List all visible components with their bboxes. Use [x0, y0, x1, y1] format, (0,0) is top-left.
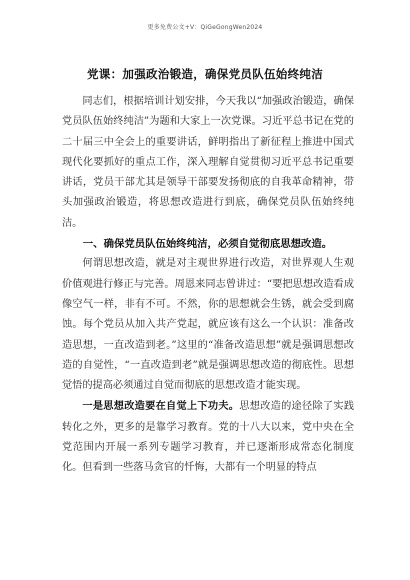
bold-lead-point-1: 一是思想改造要在自觉上下功夫。: [82, 400, 240, 413]
paragraph-consciousness-text: 思想改造的途径除了实践转化之外，更多的是靠学习教育。党的十八大以来，党中央在全党范围内开展一系列专题学习教育，并已逐渐形成常态化制度化。但看到一些落马贪官的忏悔，大都有一个明显的特点: [62, 401, 355, 474]
paragraph-consciousness: [62, 396, 354, 478]
document-body: [62, 92, 354, 479]
header-note: 更多免费公文+V：QiGeGongWen2024: [147, 24, 263, 31]
paragraph-intro: 同志们，根据培训计划安排，今天我以“加强政治锻造，确保党员队伍始终纯洁”为题和大家上一次党课。习近平总书记在党的二十届三中全会上的重要讲话，鲜明指出了新征程上推进中国式现代化要抓好的重点工作，深入理解自觉贯彻习近平总书记重要讲话，党员干部尤其是领导干部要发扬彻底的自我革命精神，带头加强政治锻造，将思想改造进行到底，确保党员队伍始终纯洁。: [62, 96, 354, 229]
section-heading-1: 一、确保党员队伍始终纯洁，必须自觉彻底思想改造。: [82, 238, 333, 251]
paragraph-thought-reform: 何谓思想改造，就是对主观世界进行改造，对世界观人生观价值观进行修正与完善。周恩来同志曾讲过：“要把思想改造看成像空气一样，非有不可。不然，你的思想就会生锈，就会受到腐蚀。每个党员从加入共产党起，就应该有这么一个认识：准备改造思想，一直改造到老。”这里的“准备改造思想”就是强调思想改造的自觉性，“一直改造到老”就是强调思想改造的彻底性。思想觉悟的提高必须通过自觉而彻底的思想改造才能实现。: [62, 258, 354, 392]
document-title: 党课：加强政治锻造，确保党员队伍始终纯洁: [87, 67, 323, 81]
